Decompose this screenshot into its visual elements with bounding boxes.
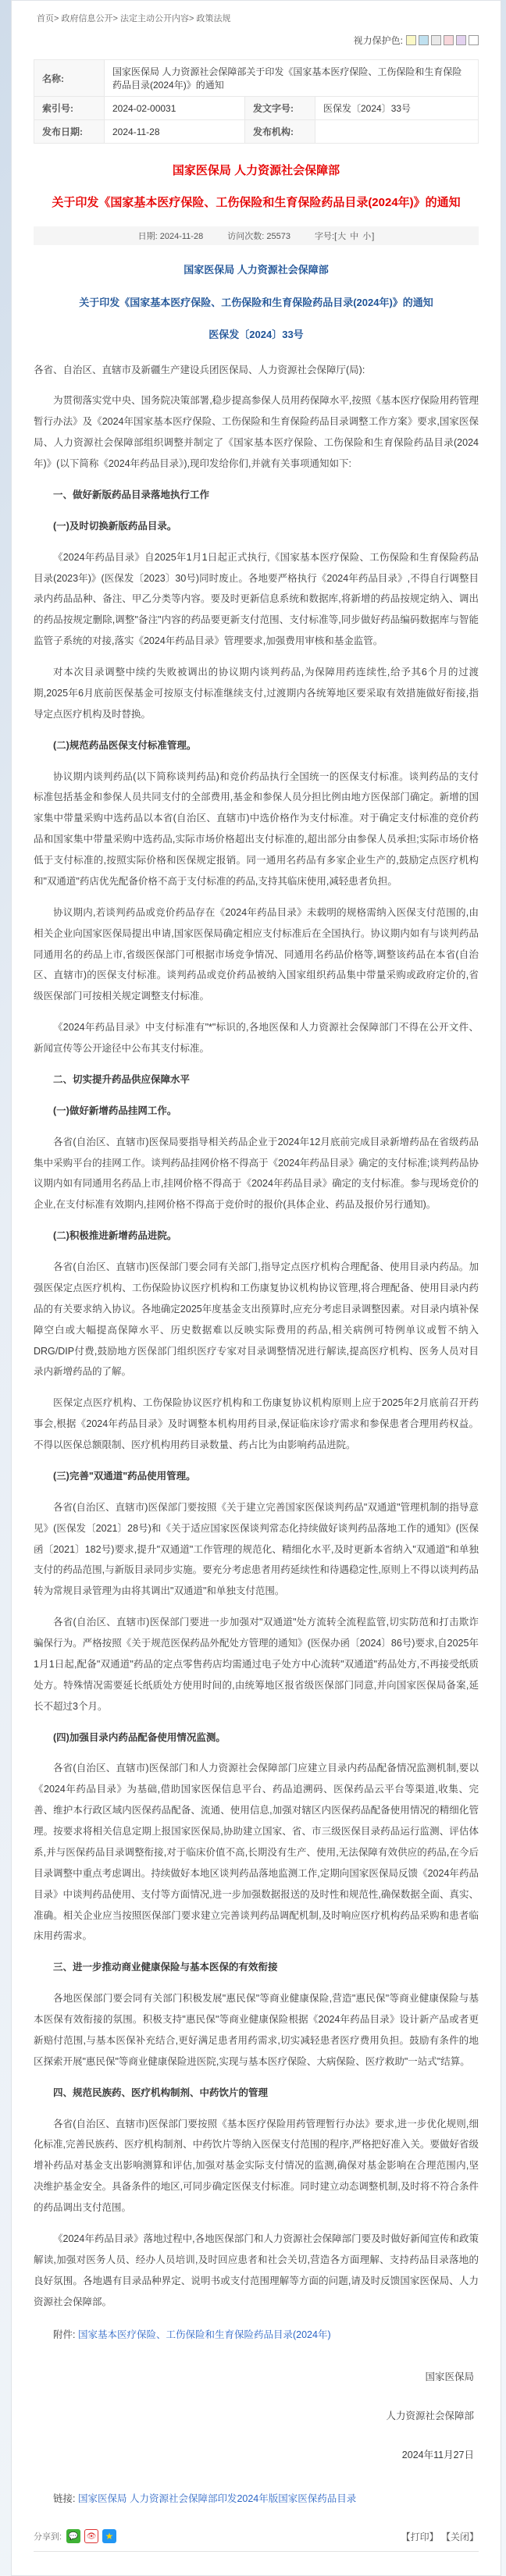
document-meta-table bbox=[34, 59, 479, 144]
index-value: 2024-02-00031 bbox=[105, 97, 245, 120]
name-label: 名称: bbox=[34, 60, 105, 97]
salutation: 各省、自治区、直辖市及新疆生产建设兵团医保局、人力资源社会保障厅(局): bbox=[34, 364, 365, 375]
section-heading: 四、规范民族药、医疗机构制剂、中药饮片的管理 bbox=[53, 2087, 269, 2098]
eye-color-swatch[interactable] bbox=[431, 35, 441, 45]
article-paragraph: 《2024年药品目录》落地过程中,各地医保部门和人力资源社会保障部门要及时做好新闻宣传和政策解读,加强对医务人员、经办人员培训,及时回应患者和社会关切,营造各方面理解、支持药品目录落地的良好氛围。各地遇有目录品种界定、说明书或支付范围理解等方面的问题,请及时反馈国家医保局、人力资源社会保障部。 bbox=[34, 2233, 479, 2307]
signature-org2: 人力资源社会保障部 bbox=[386, 2411, 474, 2422]
eye-color-swatch[interactable] bbox=[456, 35, 466, 45]
table-row bbox=[34, 60, 479, 97]
eye-color-swatches bbox=[406, 35, 479, 45]
section-heading: (一)及时切换新版药品目录。 bbox=[53, 520, 177, 532]
publisher-value bbox=[315, 120, 479, 144]
date-info: 日期: 2024-11-28 bbox=[137, 232, 204, 241]
article-paragraph: 《2024年药品目录》中支付标准有"*"标识的,各地医保和人力资源社会保障部门不得在公开文件、新闻宣传等公开途径中公布其支付标准。 bbox=[34, 1022, 479, 1054]
eye-color-swatch[interactable] bbox=[406, 35, 416, 45]
share-icons bbox=[66, 2529, 116, 2543]
article-paragraph: 各省(自治区、直辖市)医保部门要按照《关于建立完善国家医保谈判药品"双通道"管理机制的指导意见》(医保发〔2021〕28号)和《关于适应国家医保谈判常态化持续做好谈判药品落地工作的通知》(医保函〔2021〕182号)要求,提升"双通道"工作管理的规范化、精细化水平,及时更新本省纳入"双通道"和单独支付的药品范围,与新版目录同步实施。要充分考虑患者用药延续性和待遇稳定性,原则上不得以谈判药品转为常规目录管理为由将其调出"双通道"和单独支付范围。 bbox=[34, 1501, 479, 1597]
article-paragraph: 为贯彻落实党中央、国务院决策部署,稳步提高参保人员用药保障水平,按照《基本医疗保险用药管理暂行办法》及《2024年国家基本医疗保险、工伤保险和生育保险药品目录调整工作方案》要求,国家医保局、人力资源社会保障部组织调整并制定了《国家基本医疗保险、工伤保险和生育保险药品目录(2024年)》(以下简称《2024年药品目录》),现印发给你们,并就有关事项通知如下: bbox=[34, 395, 479, 469]
font-size-option[interactable]: 大 bbox=[337, 232, 347, 241]
publisher-label: 发布机构: bbox=[245, 120, 315, 144]
font-size-control: 字号:[大 中 小] bbox=[315, 232, 375, 241]
signature-org1: 国家医保局 bbox=[425, 2371, 474, 2383]
doc-heading-title: 关于印发《国家基本医疗保险、工伤保险和生育保险药品目录(2024年)》的通知 bbox=[79, 296, 433, 308]
section-heading: (四)加强目录内药品配备使用情况监测。 bbox=[53, 1731, 226, 1743]
article-paragraph: 对本次目录调整中续约失败被调出的协议期内谈判药品,为保障用药连续性,给予其6个月的过渡期,2025年6月底前医保基金可按原支付标准继续支付,过渡期内各统筹地区要采取有效措施做好衔接,指导定点医疗机构及时替换。 bbox=[34, 667, 479, 720]
doc-number-label: 发文字号: bbox=[245, 97, 315, 120]
eye-color-swatch[interactable] bbox=[444, 35, 454, 45]
bottom-divider bbox=[34, 2551, 479, 2552]
related-link-label: 链接: bbox=[53, 2493, 76, 2505]
print-close-controls bbox=[401, 2530, 479, 2543]
page-title-line2: 关于印发《国家基本医疗保险、工伤保险和生育保险药品目录(2024年)》的通知 bbox=[52, 196, 461, 209]
attachment-label: 附件: bbox=[53, 2329, 76, 2341]
article-paragraph: 各地医保部门要会同有关部门积极发展"惠民保"等商业健康保险,营造"惠民保"等商业健康保险与基本医保有效衔接的氛围。积极支持"惠民保"等商业健康保险根据《2024年药品目录》设计新产品或者更新赔付范围,与基本医保补充结合,更好满足患者用药需求,切实减轻患者医疗费用负担。鼓励有条件的地区探索开展"惠民保"等商业健康保险进医院,实现与基本医疗保险、大病保险、医疗救助"一站式"结算。 bbox=[34, 1993, 479, 2067]
index-label: 索引号: bbox=[34, 97, 105, 120]
visit-count: 访问次数: 25573 bbox=[227, 232, 290, 241]
eye-protection-label: 视力保护色: bbox=[353, 35, 403, 46]
article-paragraph: 各省(自治区、直辖市)医保部门要会同有关部门,指导定点医疗机构合理配备、使用目录内药品。加强医保定点医疗机构、工伤保险协议医疗机构和工伤康复协议机构协议管理,将合理配备、使用目录内药品的有关要求纳入协议。各地确定2025年度基金支出预算时,应充分考虑目录调整因素。对目录内填补保障空白或大幅提高保障水平、历史数据难以反映实际费用的药品,相关病例可特例单议或暂不纳入DRG/DIP付费,鼓励地方医保部门组织医疗专家对目录调整情况进行解读,提高医疗机构、医务人员对目录内新增药品的了解。 bbox=[34, 1261, 479, 1378]
article-paragraph: 协议期内谈判药品(以下简称谈判药品)和竞价药品执行全国统一的医保支付标准。谈判药品的支付标准包括基金和参保人员共同支付的全部费用,基金和参保人员分担比例由地方医保部门确定。新增的国家集中带量采购中选药品以本省(自治区、直辖市)中选价格作为支付标准。对于确定支付标准的竞价药品和国家集中带量采购中选药品,实际市场价格超出支付标准的,超出部分由参保人员承担;实际市场价格低于支付标准的,按照实际价格和医保规定报销。同一通用名药品有多家企业生产的,鼓励定点医疗机构和"双通道"药店优先配备价格不高于支付标准的药品,支持其临床使用,减轻患者负担。 bbox=[34, 770, 479, 887]
eye-color-swatch[interactable] bbox=[469, 35, 479, 45]
weibo-icon[interactable] bbox=[84, 2529, 98, 2543]
article-paragraph: 《2024年药品目录》自2025年1月1日起正式执行,《国家基本医疗保险、工伤保险和生育保险药品目录(2023年)》(医保发〔2023〕30号)同时废止。各地要严格执行《2024年药品目录》,不得自行调整目录内药品品种、备注、甲乙分类等内容。要及时更新信息系统和数据库,将新增的药品按规定纳入、调出的药品按规定删除,调整"备注"内容的药品要更新支付范围、支付标准等,同步做好药品编码数据库与智能监管子系统的对接,落实《2024年药品目录》管理要求,加强费用审核和基金监管。 bbox=[34, 551, 479, 647]
article-paragraph: 医保定点医疗机构、工伤保险协议医疗机构和工伤康复协议机构原则上应于2025年2月底前召开药事会,根据《2024年药品目录》及时调整本机构用药目录,保证临床诊疗需求和参保患者合理用药权益。不得以医保总额限制、医疗机构用药目录数量、药占比为由影响药品进院。 bbox=[34, 1397, 479, 1450]
article-paragraph: 各省(自治区、直辖市)医保部门要进一步加强对"双通道"处方流转全流程监管,切实防范和打击欺诈骗保行为。严格按照《关于规范医保药品外配处方管理的通知》(医保办函〔2024〕86号)要求,自2025年1月1日起,配备"双通道"药品的定点零售药店均需通过电子处方中心流转"双通道"药品处方,不再接受纸质处方。特殊情况需要延长纸质处方使用时间的,由统筹地区报省级医保部门同意,并向国家医保局备案,延长不超过3个月。 bbox=[34, 1617, 479, 1712]
article-blocks bbox=[34, 390, 479, 2312]
eye-color-swatch[interactable] bbox=[419, 35, 429, 45]
content-panel bbox=[11, 0, 501, 2576]
article-paragraph: 各省(自治区、直辖市)医保部门要按照《基本医疗保险用药管理暂行办法》要求,进一步优化规则,细化标准,完善民族药、医疗机构制剂、中药饮片等纳入医保支付范围的程序,严格把好准入关。要做好省级增补药品对基金支出影响测算和评估,加强对基金实际支付情况的监测,确保对基金影响在合理范围内,坚决维护基金安全。具备条件的地区,可同步确定医保支付标准。同时建立动态调整机制,及时将不符合条件的药品调出支付范围。 bbox=[34, 2118, 479, 2213]
section-heading: (二)积极推进新增药品进院。 bbox=[53, 1230, 177, 1242]
signature-block bbox=[34, 2369, 479, 2463]
table-row bbox=[34, 97, 479, 120]
favorite-star-icon[interactable] bbox=[102, 2529, 116, 2543]
section-heading: (一)做好新增药品挂网工作。 bbox=[53, 1105, 177, 1116]
section-heading: (二)规范药品医保支付标准管理。 bbox=[53, 739, 197, 751]
section-heading: 二、切实提升药品供应保障水平 bbox=[53, 1073, 191, 1085]
doc-number-value: 医保发〔2024〕33号 bbox=[315, 97, 479, 120]
article-paragraph: 协议期内,若谈判药品或竞价药品存在《2024年药品目录》未载明的规格需纳入医保支付范围的,由相关企业向国家医保局提出申请,国家医保局确定相应支付标准后在全国执行。协议期内如有与谈判药品同通用名的药品上市,省级医保部门可根据市场竞争情况、同通用名药品价格等,调整该药品在本省(自治区、直辖市)的医保支付标准。谈判药品或竞价药品被纳入国家组织药品集中带量采购或政府定价的,省级医保部门可按相关规定调整支付标准。 bbox=[34, 906, 479, 1002]
info-bar bbox=[34, 226, 479, 245]
article-paragraph: 各省(自治区、直辖市)医保局要指导相关药品企业于2024年12月底前完成目录新增药品在省级药品集中采购平台的挂网工作。谈判药品挂网价格不得高于《2024年药品目录》确定的支付标准;谈判药品协议期内如有同通用名药品上市,挂网价格不得高于《2024年药品目录》确定的支付标准。参与现场竞价的企业,在支付标准有效期内,挂网价格不得高于竞价时的报价(具体企业、药品及报价另行通知)。 bbox=[34, 1136, 479, 1211]
publish-date-label: 发布日期: bbox=[34, 120, 105, 144]
share-label: 分享到: bbox=[34, 2532, 62, 2542]
attachment-link[interactable]: 国家基本医疗保险、工伤保险和生育保险药品目录(2024年) bbox=[77, 2329, 331, 2341]
print-button[interactable]: 【打印】 bbox=[401, 2531, 439, 2542]
table-row bbox=[34, 120, 479, 144]
breadcrumb[interactable]: 首页> 政府信息公开> 法定主动公开内容> 政策法规 bbox=[37, 14, 231, 23]
article-paragraph: 各省(自治区、直辖市)医保部门和人力资源社会保障部门应建立目录内药品配备情况监测机制,要以《2024年药品目录》为基础,借助国家医保信息平台、药品追溯码、医保药品云平台等渠道,收集、完善、维护本行政区域内医保药品配备、流通、使用信息,加强对辖区内医保药品配备使用情况的精细化管理。按要求将相关信息定期上报国家医保局,协助建立国家、省、市三级医保目录药品运行监测、评估体系,并与医保药品目录调整衔接,对于临床价值不高,长期没有生产、使用,无法保障有效供应的药品,在今后目录调整中重点考虑调出。持续做好本地区谈判药品落地监测工作,定期向国家医保局反馈《2024年药品目录》中谈判药品使用、支付等方面情况,进一步加强数据报送的及时性和规范性,确保数据全面、真实、准确。相关企业应当按照医保部门要求建立完善谈判药品调配机制,及时响应医疗机构药品采购和患者临床用药需求。 bbox=[34, 1763, 479, 1942]
related-link-line bbox=[34, 2489, 479, 2509]
doc-number-heading: 医保发〔2024〕33号 bbox=[208, 329, 304, 340]
page-title-line1: 国家医保局 人力资源社会保障部 bbox=[172, 164, 340, 177]
font-size-option[interactable]: 小 bbox=[360, 232, 372, 241]
related-link[interactable]: 国家医保局 人力资源社会保障部印发2024年版国家医保药品目录 bbox=[77, 2493, 357, 2505]
section-heading: 一、做好新版药品目录落地执行工作 bbox=[53, 489, 210, 500]
signature-date: 2024年11月27日 bbox=[401, 2450, 474, 2461]
wechat-icon[interactable] bbox=[66, 2529, 80, 2543]
close-button[interactable]: 【关闭】 bbox=[440, 2531, 479, 2542]
name-value: 国家医保局 人力资源社会保障部关于印发《国家基本医疗保险、工伤保险和生育保险药品目录(2024年)》的通知 bbox=[105, 60, 479, 97]
font-size-option[interactable]: 中 bbox=[347, 232, 359, 241]
article-body bbox=[34, 262, 479, 2509]
section-heading: (三)完善"双通道"药品使用管理。 bbox=[53, 1470, 196, 1482]
share-row bbox=[34, 2529, 479, 2543]
eye-protection-row bbox=[34, 34, 479, 47]
publish-date-value: 2024-11-28 bbox=[105, 120, 245, 144]
doc-heading-org: 国家医保局 人力资源社会保障部 bbox=[184, 264, 329, 276]
attachment-line bbox=[34, 2325, 479, 2346]
section-heading: 三、进一步推动商业健康保险与基本医保的有效衔接 bbox=[53, 1962, 278, 1973]
